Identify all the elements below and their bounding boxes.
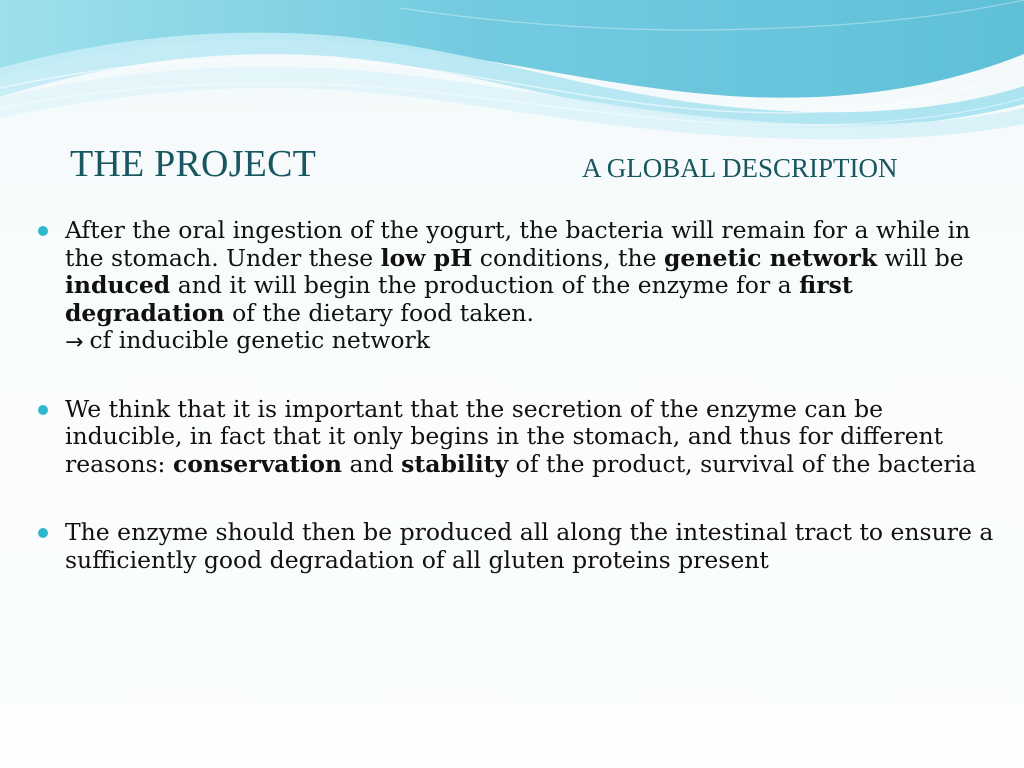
bullet-item bbox=[36, 217, 996, 355]
bullet-bold-segment: stability bbox=[401, 449, 509, 478]
bullet-item bbox=[36, 396, 996, 479]
bullet-dot-icon bbox=[38, 528, 48, 538]
bullet-text bbox=[65, 396, 996, 479]
bullet-dot-icon bbox=[38, 226, 48, 236]
bullet-text-segment: We think that it is important that the secretion of the enzyme can be inducible, in fact that it only begins in the stomach, and thus for different reasons: bbox=[65, 394, 944, 478]
bullet-bold-segment: conservation bbox=[172, 449, 343, 478]
bullet-bold-segment: induced bbox=[65, 271, 171, 299]
bullet-bold-segment: low pH bbox=[380, 243, 473, 272]
bullet-text-segment: After the oral ingestion of the yogurt, the bacteria will remain for a while in the stomach. Under these bbox=[65, 216, 971, 272]
bullet-list bbox=[36, 217, 996, 574]
bullet-dot-icon bbox=[38, 405, 48, 415]
bullet-item bbox=[36, 519, 996, 574]
arrow-line-text: cf inducible genetic network bbox=[89, 326, 431, 354]
bullet-text-segment: will be bbox=[877, 243, 964, 272]
arrow-line bbox=[65, 327, 996, 355]
bullet-text bbox=[65, 217, 996, 355]
bullet-text-segment: of the product, survival of the bacteria bbox=[508, 449, 977, 478]
bullet-text-segment: The enzyme should then be produced all along the intestinal tract to ensure a sufficiently good degradation of all gluten proteins present bbox=[65, 518, 994, 574]
right-arrow-icon: → bbox=[65, 330, 84, 355]
bullet-text-segment: conditions, the bbox=[472, 243, 664, 272]
bullet-text-segment: of the dietary food taken. bbox=[224, 298, 534, 327]
slide-subtitle: A GLOBAL DESCRIPTION bbox=[582, 153, 898, 183]
slide-title: THE PROJECT bbox=[70, 143, 317, 185]
bullet-text-segment: and it will begin the production of the enzyme for a bbox=[170, 271, 800, 299]
bullet-bold-segment: first degradation bbox=[65, 271, 853, 327]
bullet-text-segment: and bbox=[342, 449, 402, 478]
top-wave-decoration bbox=[0, 0, 1024, 140]
bullet-bold-segment: genetic network bbox=[663, 243, 878, 272]
bullet-text bbox=[65, 519, 996, 574]
